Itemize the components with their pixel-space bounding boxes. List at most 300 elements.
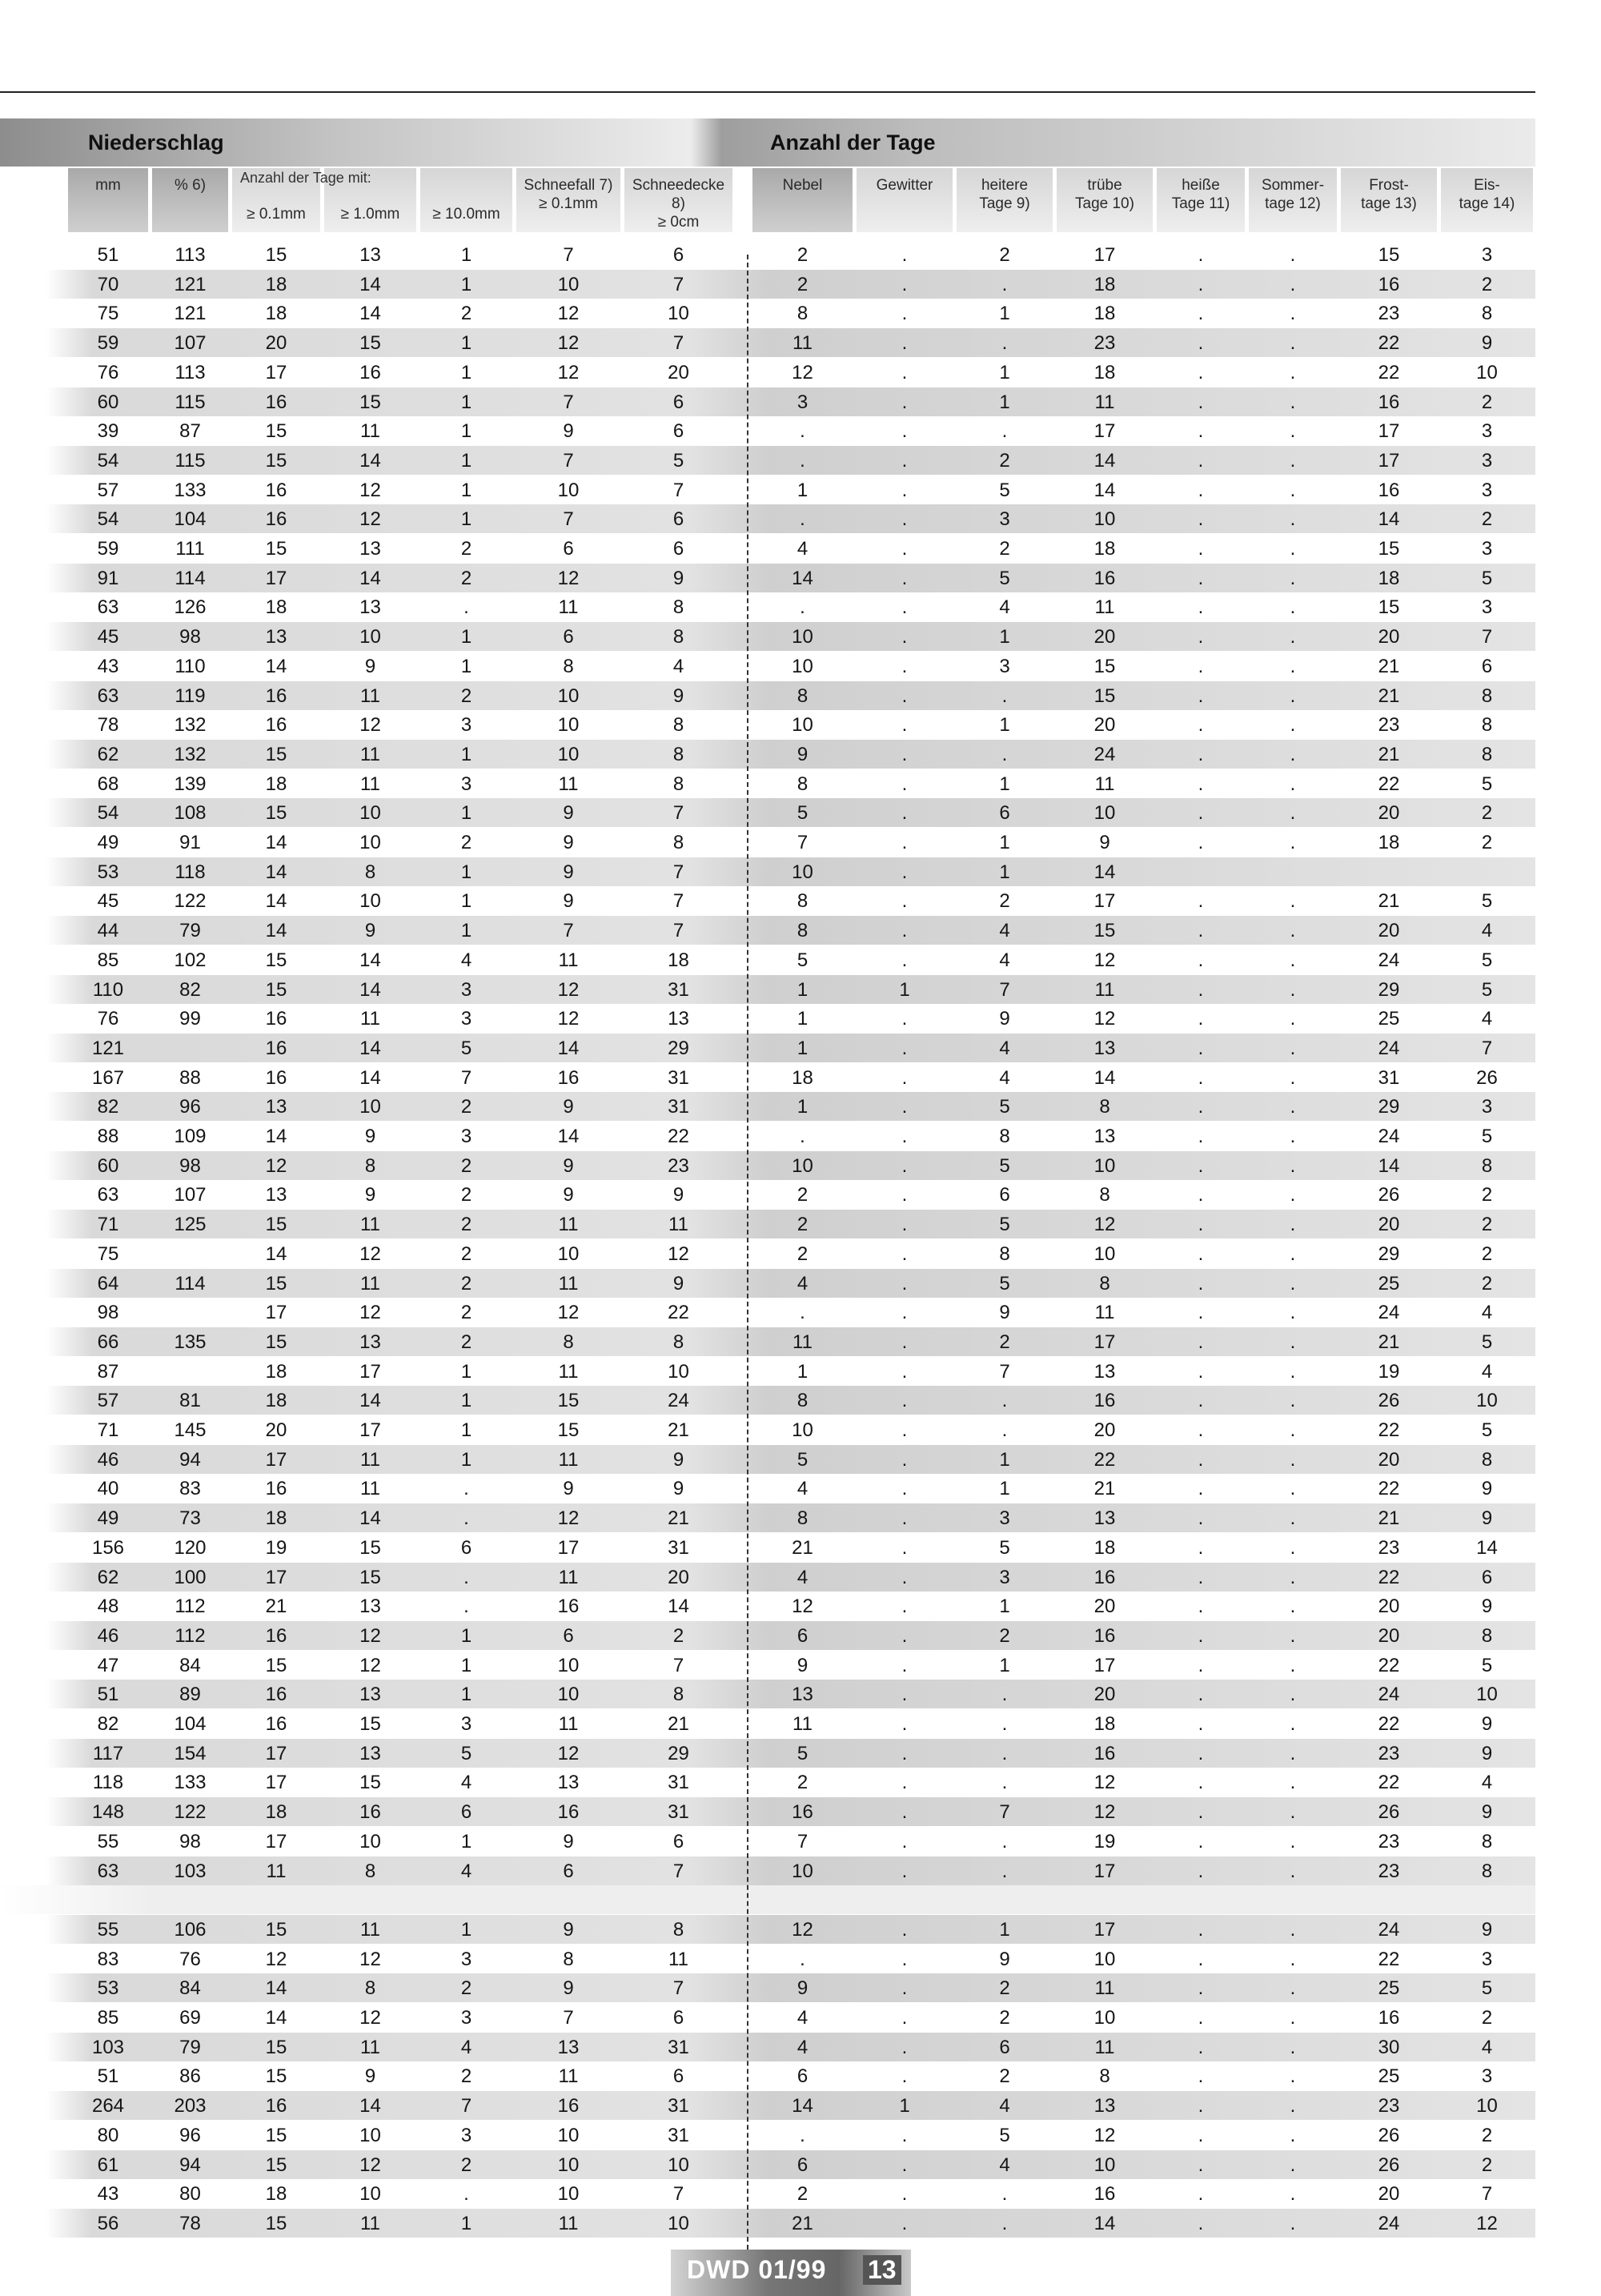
table-cell: 1: [999, 626, 1010, 648]
table-cell: 59: [97, 332, 119, 355]
table-cell: .: [1290, 449, 1296, 472]
table-cell: 3: [460, 1948, 472, 1970]
table-cell: .: [1290, 2183, 1296, 2206]
table-cell: 10: [557, 714, 580, 737]
table-cell: 20: [1378, 920, 1400, 942]
table-cell: 12: [1093, 1214, 1116, 1236]
table-cell: 5: [999, 1536, 1010, 1559]
table-cell: 8: [672, 626, 684, 648]
table-cell: 1: [460, 890, 472, 913]
table-cell: 8: [1481, 1624, 1493, 1647]
table-cell: 13: [359, 538, 381, 560]
table-cell: 6: [460, 1801, 472, 1824]
table-cell: 23: [1378, 1742, 1400, 1764]
table-cell: 89: [179, 1684, 201, 1706]
table-cell: 2: [999, 244, 1010, 266]
table-cell: 9: [1481, 332, 1493, 355]
table-cell: .: [1001, 1772, 1008, 1794]
table-cell: 8: [364, 1154, 376, 1177]
table-cell: 7: [563, 2007, 574, 2029]
table-cell: 23: [1378, 2095, 1400, 2117]
table-cell: 9: [1481, 1596, 1493, 1618]
table-cell: 23: [668, 1154, 689, 1177]
table-cell: 2: [999, 2065, 1010, 2088]
table-cell: 14: [1093, 2212, 1116, 2234]
table-cell: 20: [1378, 1448, 1400, 1471]
table-cell: .: [901, 1478, 908, 1500]
table-cell: 2: [1481, 273, 1493, 295]
table-cell: 102: [174, 949, 207, 971]
table-row: [0, 1180, 1535, 1209]
table-cell: 9: [563, 1830, 574, 1852]
table-cell: 3: [999, 508, 1010, 531]
table-cell: 1: [460, 1419, 472, 1441]
table-cell: 5: [999, 1154, 1010, 1177]
table-cell: 11: [360, 1272, 380, 1295]
table-cell: 98: [179, 1154, 201, 1177]
table-cell: 1: [460, 861, 472, 883]
table-row: [0, 1739, 1535, 1768]
table-cell: 17: [1378, 420, 1400, 443]
table-cell: .: [1001, 2212, 1008, 2234]
table-cell: 16: [1378, 479, 1400, 501]
table-row: [0, 1827, 1535, 1856]
table-cell: 15: [265, 1654, 287, 1676]
table-cell: 20: [1378, 1214, 1400, 1236]
table-cell: 13: [359, 1742, 381, 1764]
table-cell: 1: [460, 1830, 472, 1852]
table-cell: 3: [796, 391, 809, 413]
table-cell: 19: [1093, 1830, 1116, 1852]
table-cell: 1: [999, 361, 1010, 383]
table-cell: 16: [265, 508, 287, 531]
table-cell: 31: [668, 2124, 689, 2146]
table-cell: 11: [360, 2212, 380, 2234]
table-cell: .: [1198, 273, 1204, 295]
table-cell: 8: [1481, 1830, 1493, 1852]
table-cell: 18: [265, 1507, 287, 1530]
table-cell: 13: [557, 1772, 580, 1794]
table-cell: 203: [174, 2095, 207, 2117]
table-cell: .: [1198, 1742, 1204, 1764]
table-cell: 10: [1093, 2154, 1116, 2176]
table-cell: 11: [792, 332, 813, 355]
table-cell: .: [1290, 596, 1296, 619]
table-cell: 11: [558, 949, 579, 971]
table-cell: 12: [359, 1242, 381, 1265]
table-cell: 20: [668, 1566, 689, 1588]
table-cell: 154: [174, 1742, 207, 1764]
table-cell: 12: [359, 1948, 381, 1970]
table-row: [0, 2061, 1535, 2090]
table-cell: 83: [179, 1478, 201, 1500]
table-cell: 16: [1093, 1566, 1116, 1588]
table-cell: 2: [460, 538, 472, 560]
table-cell: 1: [999, 1448, 1010, 1471]
table-cell: 11: [1094, 1977, 1115, 2000]
table-cell: 15: [265, 1918, 287, 1941]
table-cell: .: [1290, 567, 1296, 589]
table-row: [0, 1915, 1535, 1944]
table-cell: 29: [1378, 1242, 1400, 1265]
table-cell: 43: [97, 655, 119, 677]
table-cell: .: [1198, 1390, 1204, 1412]
table-row: [0, 1503, 1535, 1532]
table-cell: 16: [265, 714, 287, 737]
table-cell: 2: [999, 2007, 1010, 2029]
table-cell: 16: [1093, 567, 1116, 589]
table-cell: .: [901, 1654, 908, 1676]
table-cell: 1: [460, 802, 472, 825]
table-cell: 11: [558, 1566, 579, 1588]
column-header-sublabel: ≥ 0.1mm: [539, 195, 598, 212]
table-cell: 73: [179, 1507, 201, 1530]
table-cell: 11: [360, 1448, 380, 1471]
table-cell: .: [901, 1830, 908, 1852]
table-cell: .: [1198, 1507, 1204, 1530]
table-cell: 54: [97, 508, 119, 531]
table-cell: .: [1198, 1801, 1204, 1824]
table-cell: 10: [1476, 2095, 1498, 2117]
table-cell: 110: [92, 978, 124, 1001]
table-cell: .: [1001, 1830, 1008, 1852]
table-cell: 53: [97, 861, 119, 883]
table-cell: 12: [265, 1948, 287, 1970]
table-cell: 10: [1093, 1948, 1116, 1970]
table-cell: 16: [1093, 2183, 1116, 2206]
table-cell: 6: [460, 1536, 472, 1559]
table-row: [0, 1592, 1535, 1620]
table-cell: 10: [1476, 1684, 1498, 1706]
table-cell: 10: [359, 832, 381, 853]
table-cell: 3: [1481, 479, 1493, 501]
table-cell: .: [901, 1419, 908, 1441]
table-cell: 6: [672, 420, 684, 443]
footer-issue: DWD 01/99: [687, 2255, 827, 2284]
table-row: [0, 1092, 1535, 1121]
table-cell: 9: [672, 684, 684, 707]
table-cell: 15: [359, 1772, 381, 1794]
table-cell: 5: [796, 1742, 809, 1764]
table-cell: 18: [1093, 361, 1116, 383]
table-cell: 9: [1481, 1742, 1493, 1764]
table-row: [0, 1004, 1535, 1033]
table-cell: 6: [672, 508, 684, 531]
table-cell: 84: [179, 1654, 201, 1676]
table-cell: 20: [265, 1419, 287, 1441]
table-cell: 9: [1099, 832, 1110, 853]
table-cell: 80: [179, 2183, 201, 2206]
table-cell: 16: [265, 2095, 287, 2117]
table-cell: .: [901, 1096, 908, 1118]
table-cell: 9: [672, 1478, 684, 1500]
table-cell: 5: [796, 949, 809, 971]
table-cell: 7: [1481, 1037, 1493, 1059]
table-cell: 10: [359, 626, 381, 648]
table-cell: 6: [999, 2036, 1010, 2058]
table-cell: 8: [563, 1948, 574, 1970]
table-cell: .: [1198, 1360, 1204, 1383]
column-header-label: Nebel: [782, 177, 823, 194]
table-cell: 4: [999, 1037, 1010, 1059]
table-cell: 14: [265, 920, 287, 942]
table-row: [0, 1445, 1535, 1474]
table-cell: 100: [174, 1566, 207, 1588]
table-cell: 15: [265, 802, 287, 825]
table-cell: 11: [360, 420, 380, 443]
table-cell: 9: [364, 2065, 376, 2088]
table-cell: .: [901, 1390, 908, 1412]
table-cell: 22: [1378, 1713, 1400, 1735]
column-header-sublabel: ≥ 1.0mm: [340, 206, 400, 223]
table-cell: .: [1290, 1654, 1296, 1676]
table-cell: 88: [97, 1126, 119, 1147]
table-cell: 82: [97, 1713, 119, 1735]
table-cell: 2: [796, 273, 809, 295]
table-cell: 18: [1093, 303, 1116, 325]
table-cell: .: [901, 1507, 908, 1530]
table-cell: 5: [1481, 567, 1493, 589]
table-cell: .: [1198, 1772, 1204, 1794]
table-cell: [1157, 857, 1245, 886]
table-cell: .: [1198, 2212, 1204, 2234]
table-cell: 156: [91, 1536, 125, 1559]
table-cell: 108: [174, 802, 207, 825]
table-cell: 14: [359, 1390, 381, 1412]
table-cell: 14: [359, 1066, 381, 1089]
table-cell: .: [901, 1624, 908, 1647]
table-cell: 15: [265, 2212, 287, 2234]
table-cell: 6: [672, 538, 684, 560]
table-cell: .: [1290, 2124, 1296, 2146]
table-cell: 8: [1099, 1096, 1110, 1118]
table-cell: 9: [563, 832, 574, 853]
table-cell: 1: [999, 1596, 1010, 1618]
table-row: [0, 886, 1535, 915]
table-cell: 2: [796, 244, 809, 266]
table-cell: 8: [672, 832, 684, 853]
table-cell: .: [1198, 1654, 1204, 1676]
table-cell: 12: [557, 1507, 580, 1530]
table-cell: 7: [672, 273, 684, 295]
table-cell: 16: [265, 1037, 287, 1059]
table-cell: 16: [265, 1624, 287, 1647]
table-cell: 12: [1093, 1801, 1116, 1824]
table-cell: 96: [179, 2124, 201, 2146]
table-cell: 12: [359, 508, 381, 531]
table-cell: 25: [1378, 1977, 1400, 2000]
table-cell: 9: [796, 1977, 809, 2000]
table-cell: 20: [1378, 2183, 1400, 2206]
table-cell: 8: [563, 1331, 574, 1353]
table-cell: 20: [1093, 1684, 1116, 1706]
table-cell: 15: [1378, 244, 1400, 266]
table-cell: 23: [1378, 1536, 1400, 1559]
table-cell: 4: [1481, 1360, 1493, 1383]
table-cell: 94: [179, 2154, 201, 2176]
column-header-10: [1057, 168, 1153, 232]
table-cell: 98: [97, 1302, 119, 1324]
table-cell: 12: [557, 332, 580, 355]
table-cell: .: [901, 2065, 908, 2088]
table-cell: 8: [796, 684, 809, 707]
table-cell: 14: [557, 1037, 580, 1059]
table-cell: 8: [364, 1977, 376, 2000]
table-row: [0, 534, 1535, 563]
table-cell: [152, 1034, 228, 1062]
table-cell: 2: [460, 684, 472, 707]
table-cell: 1: [899, 2095, 910, 2117]
table-cell: 16: [265, 479, 287, 501]
table-row: [0, 652, 1535, 680]
table-cell: 7: [563, 920, 574, 942]
table-cell: .: [463, 1478, 469, 1500]
table-cell: 63: [97, 596, 119, 619]
table-cell: 110: [175, 655, 206, 677]
table-cell: 29: [1378, 1096, 1400, 1118]
table-cell: .: [901, 1331, 908, 1353]
table-cell: 9: [999, 1948, 1010, 1970]
table-row: [0, 916, 1535, 945]
table-cell: 12: [792, 1596, 813, 1618]
table-cell: 43: [97, 2183, 119, 2206]
table-cell: 2: [796, 1214, 809, 1236]
table-cell: 25: [1378, 1008, 1400, 1030]
table-row: [0, 2209, 1535, 2238]
column-header-label: mm: [95, 177, 121, 194]
table-cell: .: [1198, 1713, 1204, 1735]
table-cell: 10: [668, 1360, 689, 1383]
table-cell: 7: [460, 2095, 472, 2117]
table-cell: 7: [672, 1977, 684, 2000]
table-cell: 5: [460, 1037, 472, 1059]
table-cell: 14: [359, 1507, 381, 1530]
table-cell: 15: [1378, 596, 1400, 619]
table-cell: .: [1290, 538, 1296, 560]
table-cell: 14: [265, 832, 287, 853]
table-cell: .: [1198, 1154, 1204, 1177]
table-row: [0, 798, 1535, 827]
table-cell: 20: [1093, 1419, 1116, 1441]
table-cell: 2: [796, 1772, 809, 1794]
table-row: [0, 1415, 1535, 1444]
table-cell: 2: [460, 832, 472, 853]
table-cell: 1: [999, 773, 1010, 795]
table-cell: 1: [460, 1684, 472, 1706]
table-cell: 18: [1093, 273, 1116, 295]
table-cell: 16: [265, 684, 287, 707]
table-cell: 14: [359, 978, 381, 1001]
table-cell: 1: [999, 861, 1010, 883]
table-cell: 14: [359, 449, 381, 472]
table-cell: 15: [265, 1272, 287, 1295]
table-cell: 14: [1378, 1154, 1400, 1177]
table-row: [0, 1151, 1535, 1180]
table-cell: 7: [672, 861, 684, 883]
table-cell: 15: [359, 332, 381, 355]
table-cell: 21: [265, 1596, 287, 1618]
table-cell: .: [1290, 2095, 1296, 2117]
table-cell: .: [901, 1302, 908, 1324]
table-cell: 5: [999, 567, 1010, 589]
table-cell: 45: [97, 890, 119, 913]
table-cell: 12: [1093, 2124, 1116, 2146]
table-cell: .: [901, 1742, 908, 1764]
table-cell: 104: [174, 508, 207, 531]
table-cell: 3: [460, 1126, 472, 1147]
table-cell: 53: [97, 1977, 119, 2000]
table-cell: 1: [460, 244, 472, 266]
table-cell: 8: [1481, 714, 1493, 737]
table-cell: .: [1290, 832, 1296, 853]
table-cell: 103: [91, 2036, 125, 2058]
table-cell: 17: [265, 361, 287, 383]
table-cell: 12: [359, 714, 381, 737]
table-cell: .: [1290, 1184, 1296, 1206]
table-cell: 6: [672, 244, 684, 266]
table-cell: 121: [174, 273, 207, 295]
table-cell: .: [1290, 1008, 1296, 1030]
table-cell: 120: [174, 1536, 207, 1559]
table-row: [0, 1474, 1535, 1503]
table-cell: .: [1290, 2065, 1296, 2088]
table-cell: .: [1198, 1596, 1204, 1618]
table-cell: 5: [1481, 890, 1493, 913]
table-cell: 10: [792, 655, 813, 677]
table-cell: .: [800, 2124, 805, 2146]
table-cell: .: [901, 832, 908, 853]
table-cell: 12: [359, 1624, 381, 1647]
table-cell: 17: [265, 1830, 287, 1852]
table-row: [0, 1357, 1535, 1386]
table-cell: 2: [460, 1302, 472, 1324]
table-row: [0, 1651, 1535, 1680]
table-cell: .: [901, 1948, 908, 1970]
table-cell: 1: [460, 479, 472, 501]
table-row: [0, 2150, 1535, 2179]
table-cell: 17: [265, 1566, 287, 1588]
table-cell: 17: [265, 1772, 287, 1794]
table-cell: 4: [796, 1566, 809, 1588]
table-cell: 15: [265, 2065, 287, 2088]
table-row: [0, 2091, 1535, 2120]
table-cell: 9: [364, 1126, 376, 1147]
table-cell: 21: [1378, 890, 1400, 913]
table-cell: 2: [1481, 832, 1493, 853]
table-cell: 14: [265, 2007, 287, 2029]
table-cell: 6: [796, 1624, 809, 1647]
table-cell: 16: [265, 1713, 287, 1735]
table-cell: 14: [265, 1126, 287, 1147]
table-cell: 10: [1093, 508, 1116, 531]
table-cell: .: [1290, 949, 1296, 971]
column-header-sublabel: Tage 11): [1171, 195, 1230, 212]
table-cell: 7: [672, 2183, 684, 2206]
table-cell: 10: [1476, 361, 1498, 383]
table-cell: .: [1290, 1830, 1296, 1852]
table-cell: .: [1001, 684, 1008, 707]
table-row: [0, 1885, 1535, 1914]
table-cell: 8: [1481, 303, 1493, 325]
table-row: [0, 1063, 1535, 1092]
table-cell: 31: [1378, 1066, 1400, 1089]
table-cell: 2: [460, 1242, 472, 1265]
table-cell: 8: [563, 655, 574, 677]
table-cell: 5: [999, 479, 1010, 501]
table-cell: .: [901, 2212, 908, 2234]
table-cell: 18: [1093, 538, 1116, 560]
table-cell: 94: [179, 1448, 201, 1471]
